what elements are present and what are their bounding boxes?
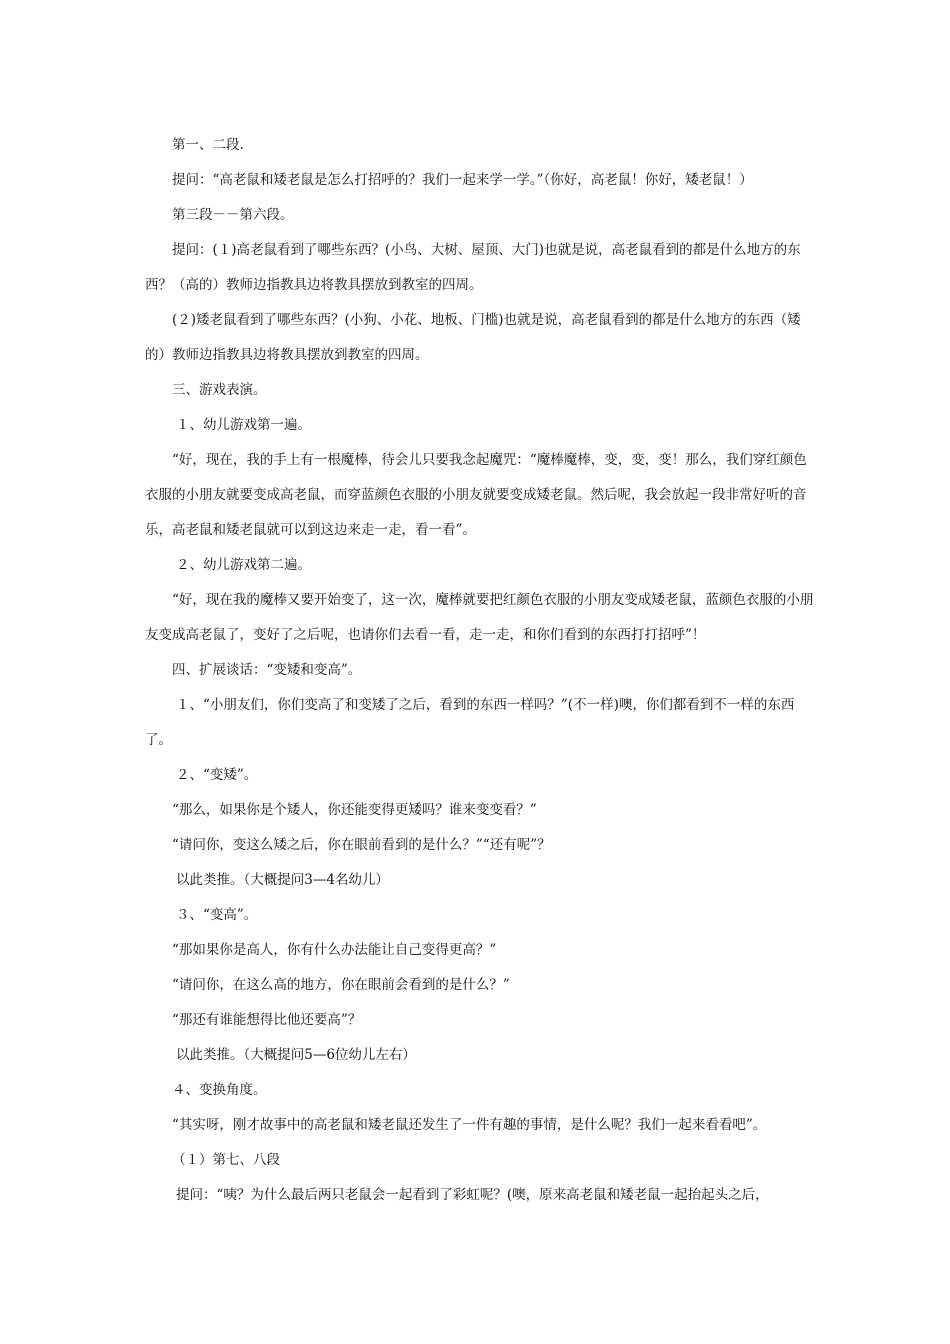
paragraph: “那么，如果你是个矮人，你还能变得更矮吗？谁来变变看？”: [172, 802, 537, 818]
paragraph: 提问：(１)高老鼠看到了哪些东西？(小鸟、大树、屋顶、大门)也就是说，高老鼠看到的都是什么地方的东西？（高的）教师边指教具边将教具摆放到教室的四周。: [145, 242, 801, 293]
paragraph: 提问：“咦？为什么最后两只老鼠会一起看到了彩虹呢？(噢，原来高老鼠和矮老鼠一起抬起头之后，: [176, 1187, 769, 1203]
paragraph: “好，现在，我的手上有一根魔棒，待会儿只要我念起魔咒：“魔棒魔棒，变，变，变！那么，我们穿红颜色衣服的小朋友就要变成高老鼠，而穿蓝颜色衣服的小朋友就要变成矮老鼠。然后呢，我会放起一段非常好听的音乐，高老鼠和矮老鼠就可以到这边来走一走，看一看”。: [145, 452, 807, 538]
paragraph: “请问你，在这么高的地方，你在眼前会看到的是什么？”: [172, 977, 510, 993]
paragraph: (２)矮老鼠看到了哪些东西？(小狗、小花、地板、门槛)也就是说，高老鼠看到的都是什么地方的东西（矮的）教师边指教具边将教具摆放到教室的四周。: [145, 312, 801, 363]
paragraph: 第三段－－第六段。: [172, 207, 294, 223]
paragraph: １、“小朋友们，你们变高了和变矮了之后，看到的东西一样吗？”(不一样)噢，你们都看到不一样的东西了。: [145, 697, 795, 748]
paragraph: ４、变换角度。: [172, 1082, 267, 1098]
paragraph: “那还有谁能想得比他还要高”？: [172, 1012, 362, 1028]
paragraph: 提问：“高老鼠和矮老鼠是怎么打招呼的？我们一起来学一学。”（你好，高老鼠！你好，矮老鼠！）: [172, 172, 753, 188]
paragraph: 以此类推。（大概提问3—4名幼儿）: [176, 872, 389, 888]
paragraph: “请问你，变这么矮之后，你在眼前看到的是什么？”“还有呢”？: [172, 837, 551, 853]
paragraph: 三、游戏表演。: [172, 382, 267, 398]
paragraph: “好，现在我的魔棒又要开始变了，这一次，魔棒就要把红颜色衣服的小朋友变成矮老鼠，蓝颜色衣服的小朋友变成高老鼠了，变好了之后呢，也请你们去看一看，走一走，和你们看到的东西打打招呼”！: [145, 592, 814, 643]
paragraph: ３、“变高”。: [176, 907, 258, 923]
paragraph: 四、扩展谈话：“变矮和变高”。: [172, 662, 362, 678]
paragraph: 以此类推。（大概提问5—6位幼儿左右）: [176, 1047, 416, 1063]
paragraph: １、幼儿游戏第一遍。: [176, 417, 311, 433]
document-body: [145, 128, 815, 1213]
paragraph: “其实呀，刚才故事中的高老鼠和矮老鼠还发生了一件有趣的事情，是什么呢？我们一起来看看吧”。: [172, 1117, 767, 1133]
paragraph: 第一、二段.: [172, 137, 244, 153]
paragraph: （１）第七、八段: [172, 1152, 280, 1168]
paragraph: ２、“变矮”。: [176, 767, 258, 783]
paragraph: “那如果你是高人，你有什么办法能让自己变得更高？”: [172, 942, 497, 958]
paragraph: ２、幼儿游戏第二遍。: [176, 557, 311, 573]
